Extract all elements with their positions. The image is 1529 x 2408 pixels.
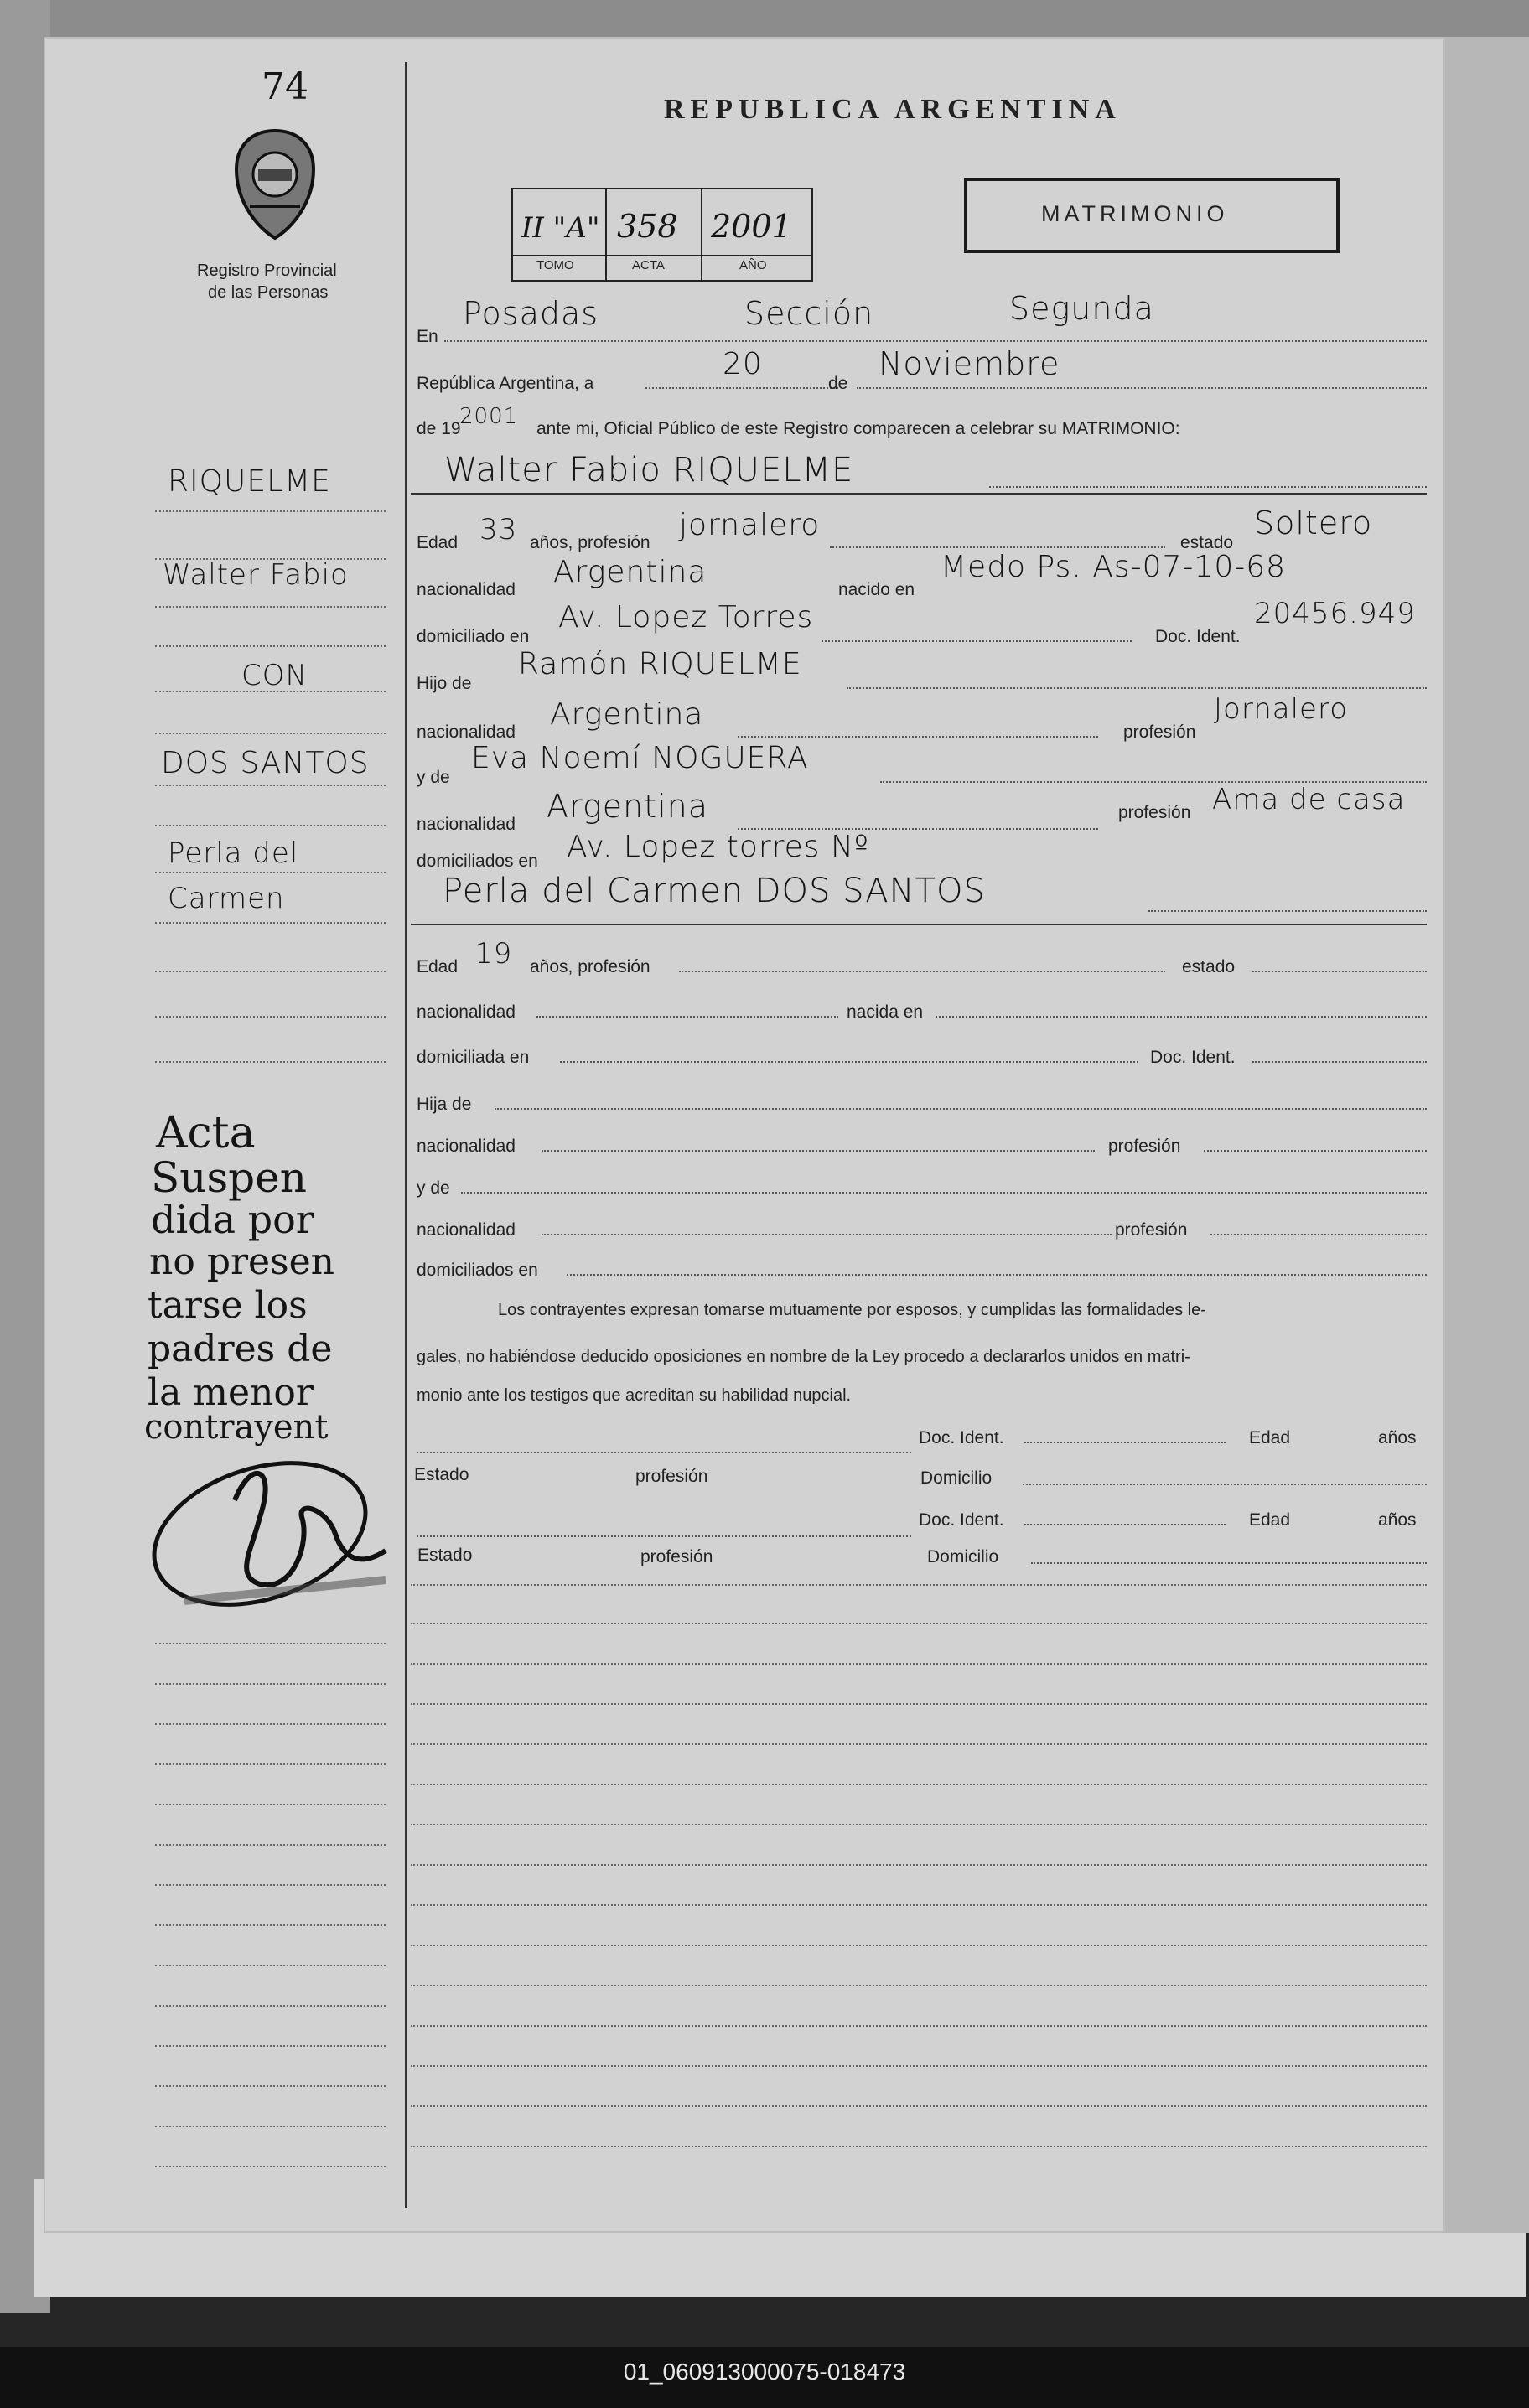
parents-address: Av. Lopez torres Nº <box>567 830 869 864</box>
bride-yde-label: y de <box>417 1178 450 1198</box>
witness2-anos-label: años <box>1378 1510 1417 1530</box>
republica-label: República Argentina, a <box>417 374 594 393</box>
bride-doc-label: Doc. Ident. <box>1150 1048 1236 1067</box>
bride-father-nacionalidad-label: nacionalidad <box>417 1137 516 1156</box>
witness1-profesion-label: profesión <box>635 1467 708 1486</box>
witness2-estado-label: Estado <box>417 1546 473 1565</box>
father-nacionalidad-label: nacionalidad <box>417 722 516 742</box>
witness2-profesion-label: profesión <box>640 1547 713 1566</box>
bride-age: 19 <box>474 937 513 971</box>
bride-nacionalidad-label: nacionalidad <box>417 1002 516 1022</box>
groom-hijo-label: Hijo de <box>417 674 472 693</box>
margin-divider <box>405 62 407 2208</box>
margin-bride-name-1: Perla del <box>168 836 299 870</box>
bride-domicilio-label: domiciliada en <box>417 1048 530 1067</box>
tomo-label: TOMO <box>536 258 574 272</box>
margin-con: CON <box>241 659 308 692</box>
groom-estado: Soltero <box>1254 505 1373 541</box>
witness1-anos-label: años <box>1378 1428 1417 1447</box>
margin-bride-surname: DOS SANTOS <box>161 746 370 780</box>
tomo-value: II "A" <box>521 211 600 245</box>
groom-domicilio-label: domiciliado en <box>417 627 530 646</box>
registry-line-2: de las Personas <box>208 283 329 302</box>
groom-edad-label: Edad <box>417 533 459 552</box>
document-type: MATRIMONIO <box>1041 201 1229 226</box>
bride-name: Perla del Carmen DOS SANTOS <box>443 872 986 910</box>
witness1-estado-label: Estado <box>414 1465 469 1484</box>
margin-note-4: no presen <box>149 1240 335 1283</box>
city: Posadas <box>463 295 599 332</box>
bride-domiciliados-label: domiciliados en <box>417 1261 538 1280</box>
witness1-doc-label: Doc. Ident. <box>919 1428 1004 1447</box>
image-caption: 01_060913000075-018473 <box>0 2347 1529 2408</box>
witness2-doc-label: Doc. Ident. <box>919 1510 1004 1530</box>
groom-nacido-label: nacido en <box>838 580 915 599</box>
bride-mother-nacionalidad-label: nacionalidad <box>417 1220 516 1240</box>
father-profession: Jornalero <box>1214 692 1348 726</box>
mother-nacionalidad-label: nacionalidad <box>417 815 516 834</box>
day: 20 <box>723 347 763 381</box>
scan-background-left <box>0 0 50 2313</box>
seccion-word: Sección <box>744 295 874 332</box>
country-title: REPUBLICA ARGENTINA <box>664 94 1122 125</box>
acta-value: 358 <box>617 208 678 245</box>
witness2-domicilio-label: Domicilio <box>927 1547 999 1566</box>
document-type-box <box>964 178 1340 253</box>
acta-label: ACTA <box>632 258 665 272</box>
groom-yde-label: y de <box>417 768 450 787</box>
groom-profession: jornalero <box>679 508 821 542</box>
bride-mother-profesion-label: profesión <box>1115 1220 1188 1240</box>
groom-estado-label: estado <box>1180 533 1234 552</box>
groom-doc: 20456.949 <box>1254 597 1416 630</box>
closing-line-2: gales, no habiéndose deducido oposiciones en nombre de la Ley procedo a declararlos unidos en matri- <box>417 1348 1190 1366</box>
groom-birthplace: Medo Ps. As-07-10-68 <box>941 550 1287 584</box>
margin-note-2: Suspen <box>151 1153 307 1202</box>
de-label: de <box>828 374 848 393</box>
book-spine <box>1440 37 1529 2233</box>
ano-label: AÑO <box>739 258 767 272</box>
bride-hija-label: Hija de <box>417 1095 472 1114</box>
coat-of-arms-seal <box>225 126 325 243</box>
bride-nacida-label: nacida en <box>847 1002 924 1022</box>
groom-nationality: Argentina <box>553 555 707 589</box>
en-label: En <box>417 327 438 346</box>
margin-given-names: Walter Fabio <box>163 558 349 592</box>
groom-name: Walter Fabio RIQUELME <box>444 451 854 489</box>
mother-profession: Ama de casa <box>1212 783 1406 816</box>
bride-father-profesion-label: profesión <box>1108 1137 1181 1156</box>
year: 2001 <box>459 404 519 429</box>
groom-age: 33 <box>479 513 518 546</box>
mother-nationality: Argentina <box>547 788 709 825</box>
parents-domiciliados-label: domiciliados en <box>417 852 538 871</box>
margin-bride-name-2: Carmen <box>168 882 285 915</box>
bride-anos-profesion: años, profesión <box>530 957 650 976</box>
father-profesion-label: profesión <box>1123 722 1196 742</box>
margin-note-8: contrayent <box>144 1408 329 1447</box>
margin-note-5: tarse los <box>148 1284 308 1327</box>
ano-value: 2001 <box>711 208 792 245</box>
year-prefix: de 19 <box>417 419 461 438</box>
bride-estado-label: estado <box>1182 957 1236 976</box>
groom-anos-profesion: años, profesión <box>530 533 650 552</box>
groom-doc-label: Doc. Ident. <box>1155 627 1241 646</box>
page-number: 74 <box>262 65 308 108</box>
groom-mother: Eva Noemí NOGUERA <box>471 741 809 775</box>
witness1-domicilio-label: Domicilio <box>920 1468 993 1488</box>
margin-note-1: Acta <box>156 1108 256 1158</box>
margin-surname: RIQUELME <box>168 464 331 499</box>
father-nationality: Argentina <box>550 697 704 732</box>
groom-address: Av. Lopez Torres <box>558 600 814 634</box>
official-signature <box>134 1442 411 1634</box>
seccion-value: Segunda <box>1009 290 1154 327</box>
month: Noviembre <box>879 345 1060 382</box>
margin-note-3: dida por <box>151 1197 314 1242</box>
record-number-box <box>511 188 813 282</box>
registry-line-1: Registro Provincial <box>197 262 337 280</box>
intro-statement: ante mi, Oficial Público de este Registro comparecen a celebrar su MATRIMONIO: <box>536 419 1180 438</box>
witness2-edad-label: Edad <box>1249 1510 1291 1530</box>
witness1-edad-label: Edad <box>1249 1428 1291 1447</box>
groom-father: Ramón RIQUELME <box>518 647 802 681</box>
groom-nacionalidad-label: nacionalidad <box>417 580 516 599</box>
mother-profesion-label: profesión <box>1118 803 1191 822</box>
margin-note-6: padres de <box>148 1328 333 1370</box>
margin-note-7: la menor <box>148 1371 314 1414</box>
closing-line-3: monio ante los testigos que acreditan su habilidad nupcial. <box>417 1386 852 1405</box>
bride-edad-label: Edad <box>417 957 459 976</box>
closing-line-1: Los contrayentes expresan tomarse mutuamente por esposos, y cumplidas las formalidades le- <box>498 1301 1206 1319</box>
